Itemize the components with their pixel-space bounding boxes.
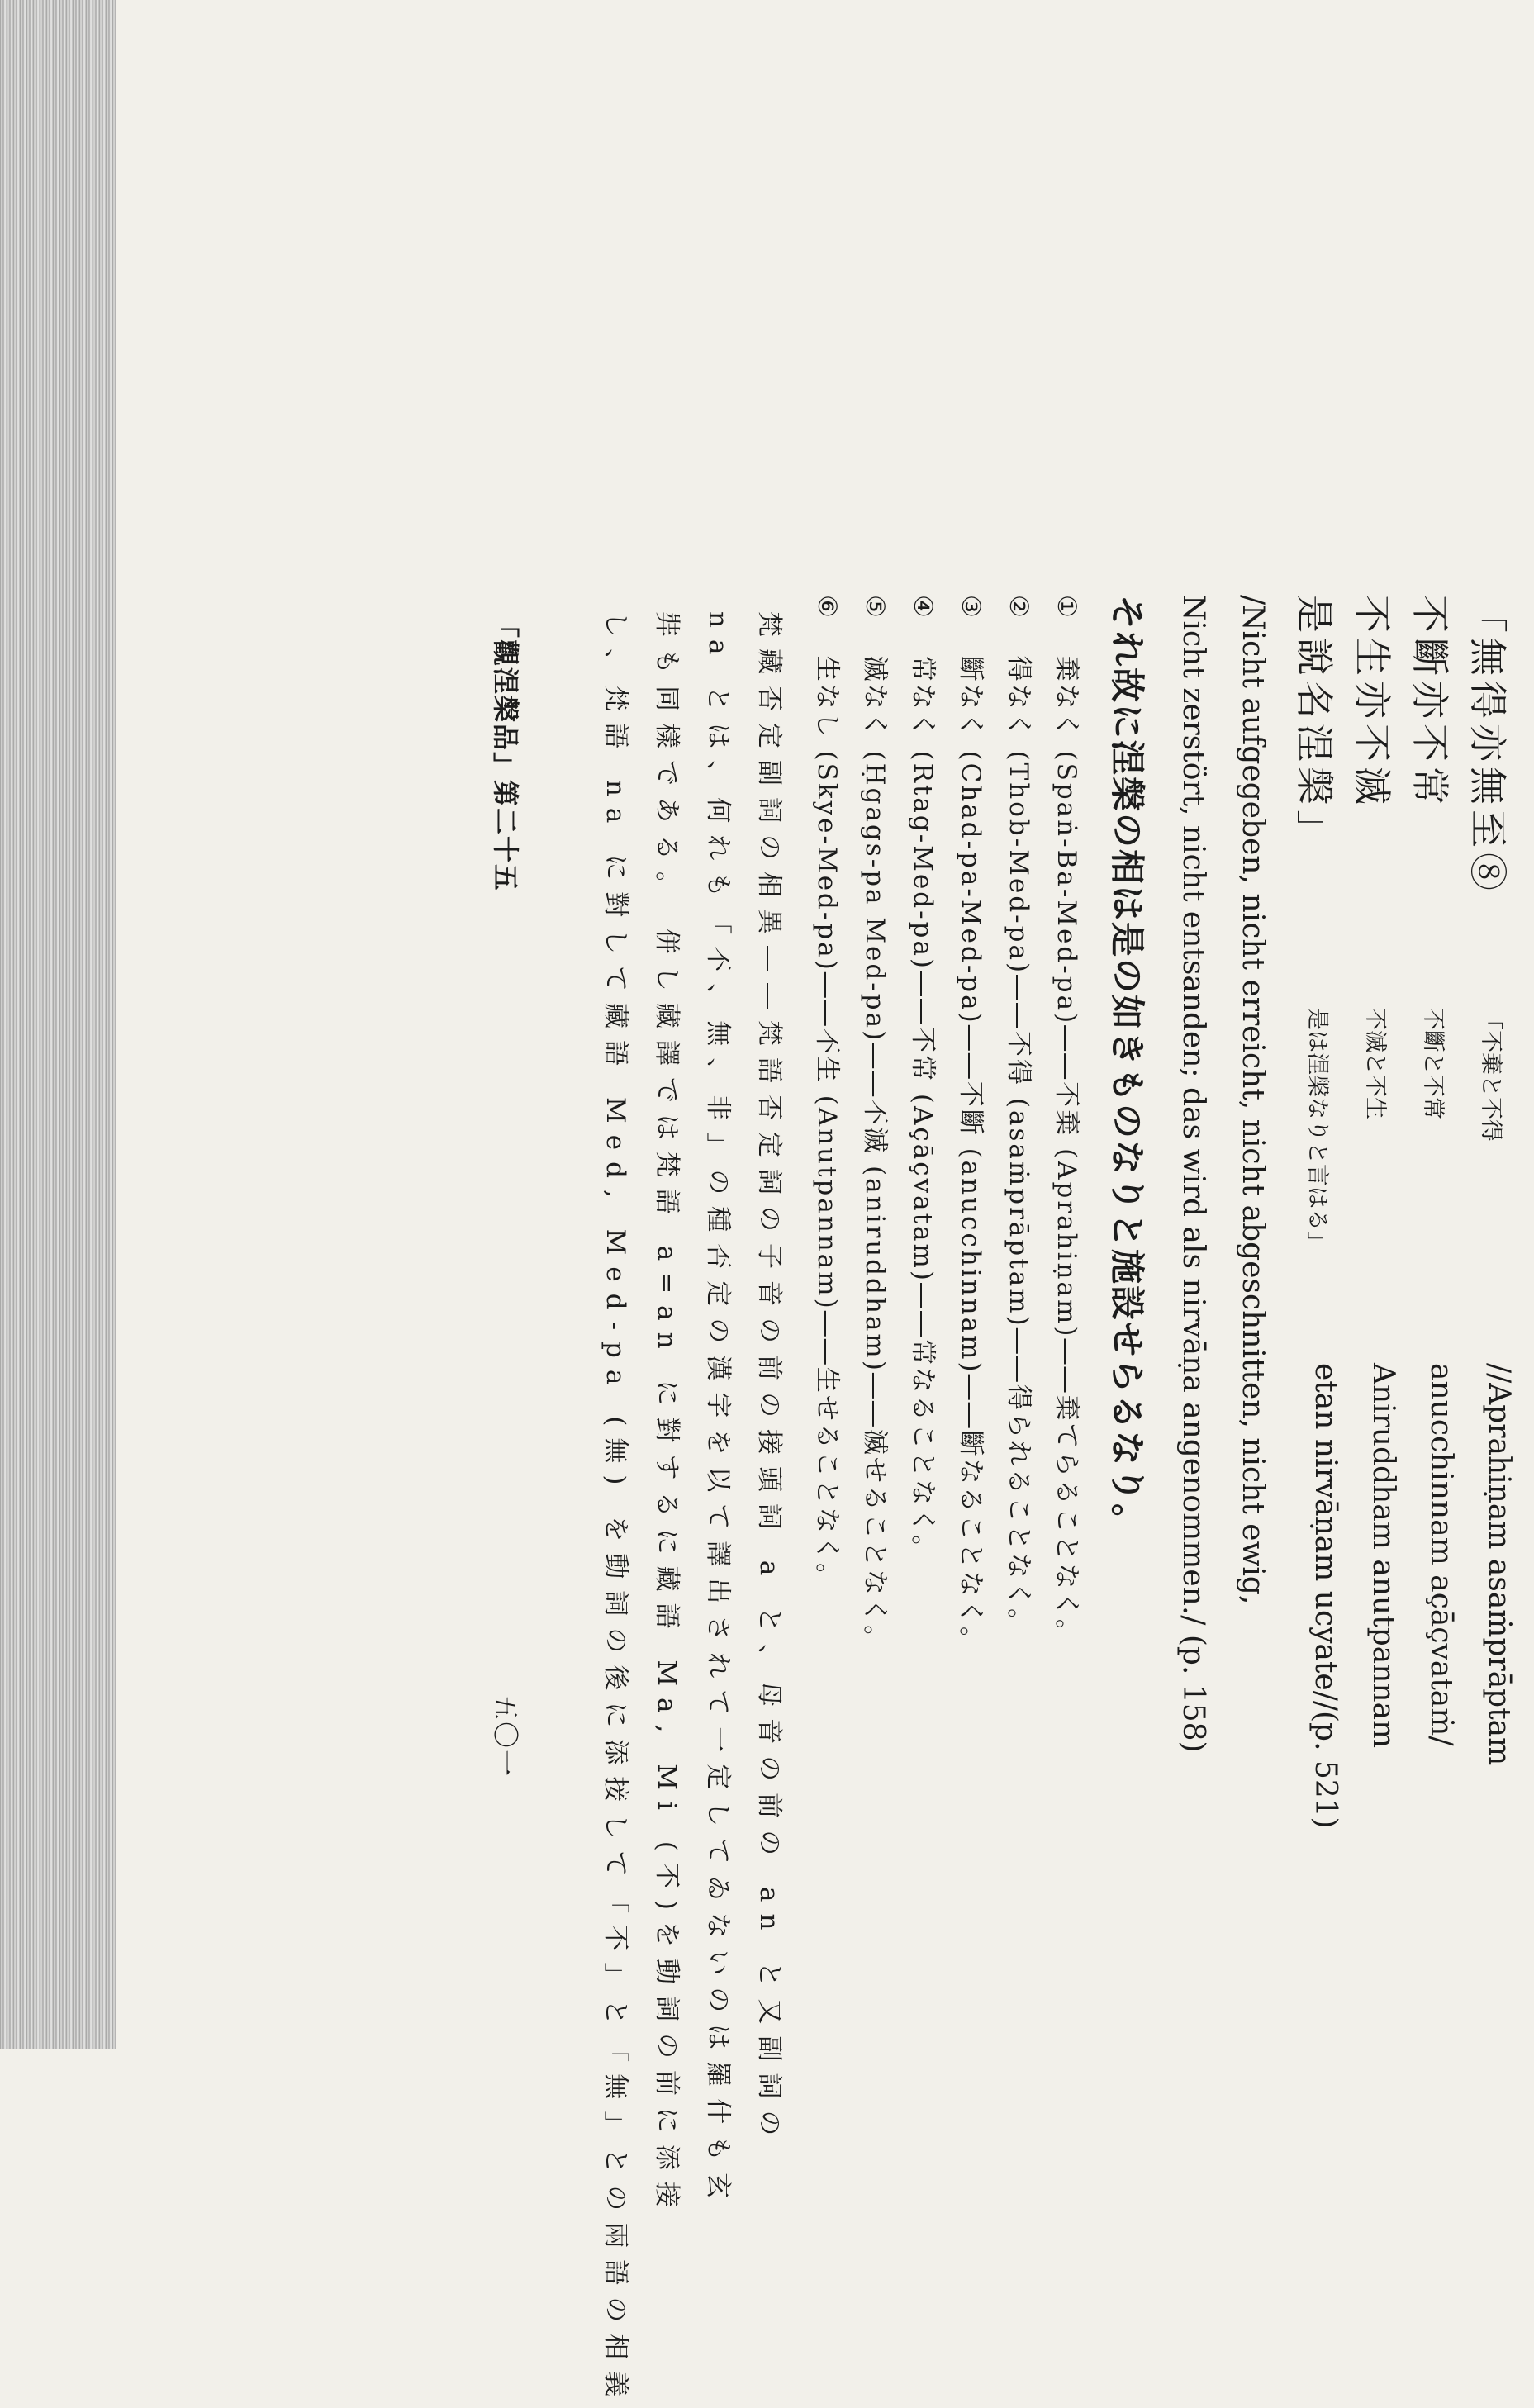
rotated-page [0, 595, 1534, 2408]
item-1-text: 棄なく (Spaṅ-Ba-Med-pa)――不棄 (Aprahiṇam)――棄てらることなく。 [1052, 655, 1081, 1647]
chapter-footer: 「觀涅槃品」第二十五 [490, 611, 521, 893]
item-2-text: 得なく (Thob-Med-pa)――不得 (asaṁprāptam)――得られることなく。 [1004, 655, 1033, 1637]
verse-1-sanskrit: //Aprahiṇam asaṁprāptam [1482, 1363, 1516, 1766]
item-3-num: ③ [956, 595, 985, 620]
verse-2-gloss: 不斷と不常 [1420, 1008, 1446, 1119]
item-2-num: ② [1004, 595, 1033, 620]
verse-2-text: 不斷亦不常 [1408, 595, 1452, 810]
paragraph-line-3: 弉も同樣である。 併し藏譯では梵語 a=an に對するに藏語 Ma, Mi (不)を動詞の前に添接 [652, 611, 682, 2219]
item-4 [907, 595, 944, 1563]
verse-2-sanskrit: anucchinnam açāçvataṁ/ [1424, 1363, 1458, 1746]
item-5-num: ⑤ [860, 595, 890, 620]
verse-3-text: 不生亦不滅 [1350, 595, 1394, 810]
paragraph-line-1: 梵藏否定副詞の相異――梵語否定詞の子音の前の接頭詞 a と、母音の前の an と又副詞の [754, 611, 784, 2148]
verse-3-sanskrit: Aniruddham anutpannam [1366, 1363, 1400, 1749]
item-6 [811, 595, 848, 1591]
item-1 [1051, 595, 1088, 1647]
item-4-text: 常なく (Rtag-Med-pa)――不常 (Açāçvatam)――常なることなく。 [908, 655, 938, 1564]
japanese-translation: それ故に涅槃の相は是の如きものなりと施設せらるなり。 [1107, 595, 1147, 1541]
verse-3-gloss: 不滅と不生 [1362, 1008, 1388, 1119]
verse-4-sanskrit: etan nirvāṇam ucyate//(p. 521) [1308, 1363, 1342, 1829]
page-number: 五〇一 [490, 1693, 521, 1779]
verse-1-gloss: 「不棄と不得 [1478, 1008, 1503, 1142]
verse-4-gloss: 是は涅槃なりと言はる」 [1304, 1008, 1330, 1253]
item-6-text: 生なし (Skye-Med-pa)――不生 (Anutpannam)――生せることなく。 [812, 655, 842, 1592]
item-5 [859, 595, 896, 1653]
german-line-1: /Nicht aufgegeben, nicht erreicht, nicht abgeschnitten, nicht ewig, [1236, 595, 1270, 1605]
item-5-text: 滅なく (Ḥgags-pa Med-pa)――不滅 (aniruddham)――滅せることなく。 [860, 655, 890, 1654]
item-3-text: 斷なく (Chad-pa-Med-pa)――不斷 (anucchinnam)――斷なることなく。 [956, 655, 985, 1655]
verse-1 [1463, 595, 1517, 895]
paragraph-line-4: し、梵語 na に對して藏語 Med, Med-pa (無) を動詞の後に添接して「不」と「無」との兩語の相義 [601, 611, 630, 2408]
verse-4-text: 是說名涅槃」 [1292, 595, 1337, 853]
item-1-num: ① [1052, 595, 1081, 620]
paragraph-line-2: na とは、何れも「不、無、非」の種否定の漢字を以て譯出されて一定してゐないのは羅什も玄 [703, 611, 733, 2211]
german-line-2: Nicht zerstört, nicht entsanden; das wird als nirvāṇa angenommen./ (p. 158) [1176, 595, 1210, 1753]
item-2 [1003, 595, 1040, 1636]
item-4-num: ④ [908, 595, 938, 620]
verse-1-text: 「無得亦無至⑧ [1465, 595, 1510, 895]
item-6-num: ⑥ [812, 595, 842, 620]
item-3 [955, 595, 992, 1655]
